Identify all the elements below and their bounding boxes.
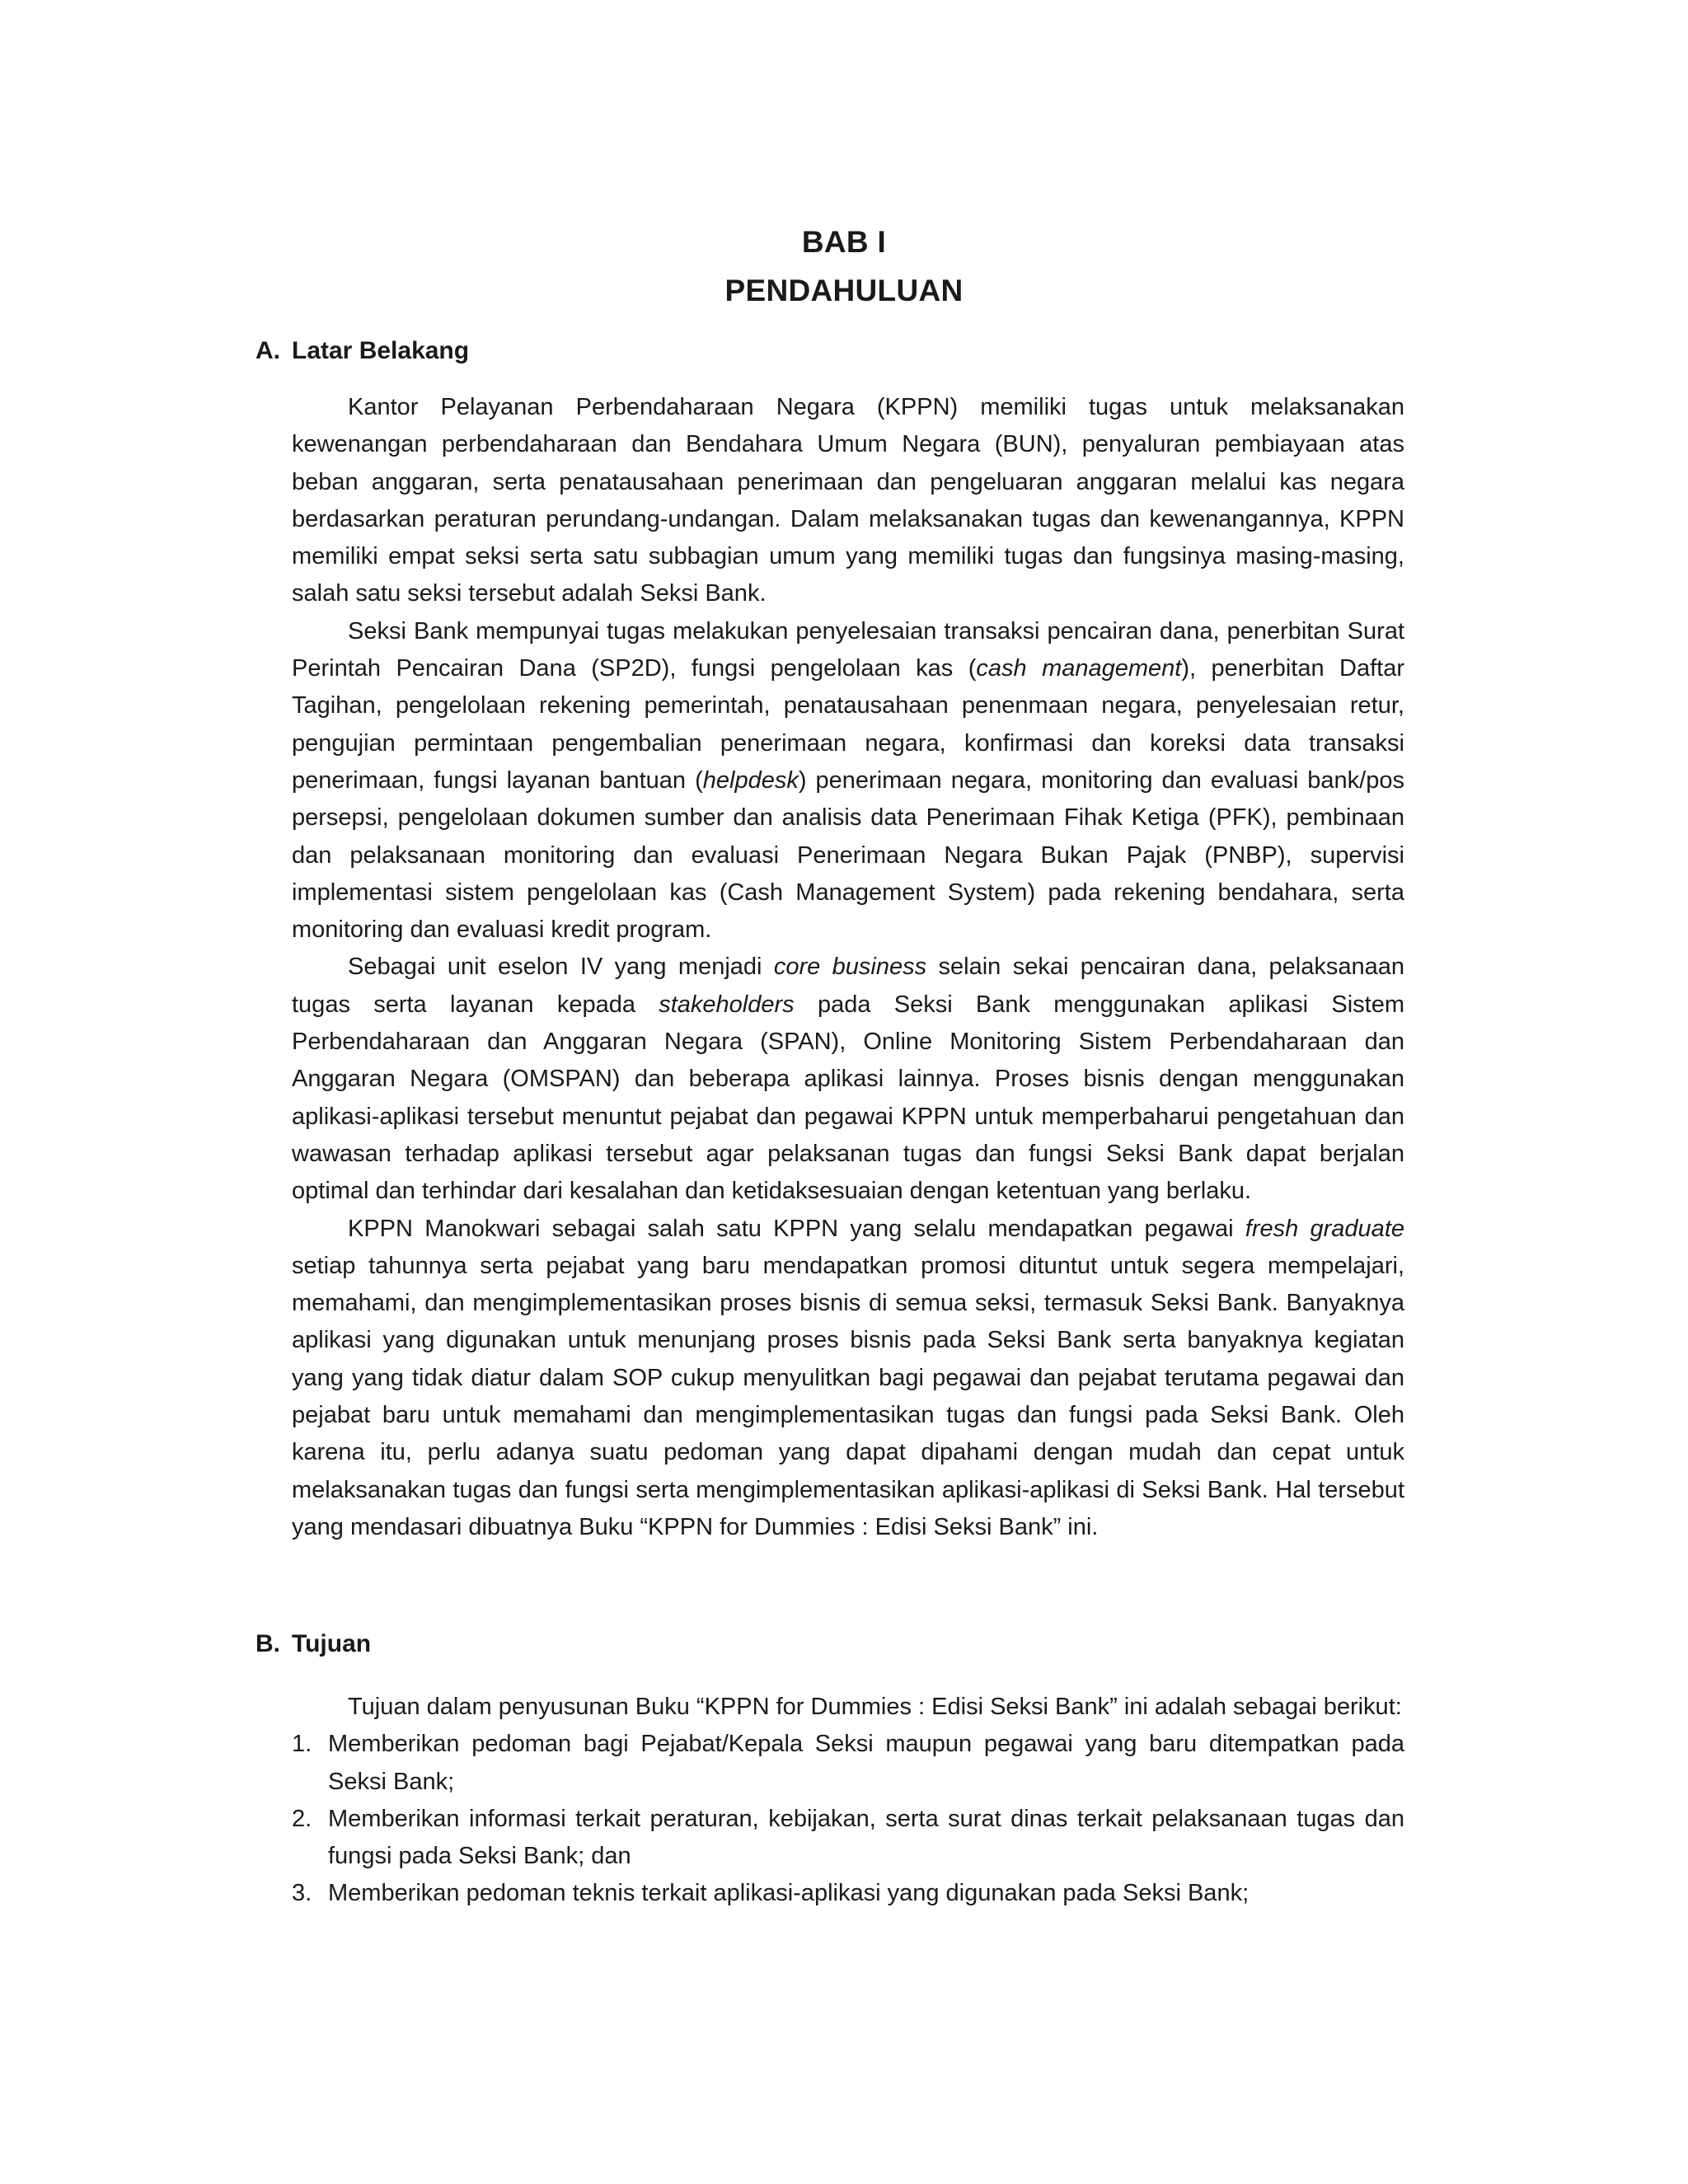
paragraph: Seksi Bank mempunyai tugas melakukan penyelesaian transaksi pencairan dana, penerbitan Surat Perintah Pencairan Dana (SP2D), fungsi pengelolaan kas (cash management), penerbitan Daftar Tagihan, pengelolaan rekening pemerintah, penatausahaan penenmaan negara, penyelesaian retur, pengujian permintaan pengembalian penerimaan negara, konfirmasi dan koreksi data transaksi penerimaan, fungsi layanan bantuan (helpdesk) penerimaan negara, monitoring dan evaluasi bank/pos persepsi, pengelolaan dokumen sumber dan analisis data Penerimaan Fihak Ketiga (PFK), pembinaan dan pelaksanaan monitoring dan evaluasi Penerimaan Negara Bukan Pajak (PNBP), supervisi implementasi sistem pengelolaan kas (Cash Management System) pada rekening bendahara, serta monitoring dan evaluasi kredit program. xyxy=(292,617,1405,944)
section-b-letter: B. xyxy=(256,1630,280,1657)
chapter-number: BAB I xyxy=(801,225,887,259)
section-b-title: Tujuan xyxy=(292,1630,372,1657)
paragraph: Sebagai unit eselon IV yang menjadi core business selain sekai pencairan dana, pelaksanaan tugas serta layanan kepada stakeholders pada Seksi Bank menggunakan aplikasi Sistem Perbendaharaan dan Anggaran Negara (SPAN), Online Monitoring Sistem Perbendaharaan dan Anggaran Negara (OMSPAN) dan beberapa aplikasi lainnya. Proses bisnis dengan menggunakan aplikasi-aplikasi tersebut menuntut pejabat dan pegawai KPPN untuk memperbaharui pengetahuan dan wawasan terhadap aplikasi tersebut agar pelaksanan tugas dan fungsi Seksi Bank dapat berjalan optimal dan terhindar dari kesalahan dan ketidaksesuaian dengan ketentuan yang berlaku. xyxy=(292,954,1405,1205)
paragraph: Kantor Pelayanan Perbendaharaan Negara (KPPN) memiliki tugas untuk melaksanakan kewenangan perbendaharaan dan Bendahara Umum Negara (BUN), penyaluran pembiayaan atas beban anggaran, serta penatausahaan penerimaan dan pengeluaran anggaran melalui kas negara berdasarkan peraturan perundang-undangan. Dalam melaksanakan tugas dan kewenangannya, KPPN memiliki empat seksi serta satu subbagian umum yang memiliki tugas dan fungsinya masing-masing, salah satu seksi tersebut adalah Seksi Bank. xyxy=(292,394,1404,607)
section-a-heading xyxy=(256,335,469,368)
section-b-body xyxy=(292,1689,1404,1913)
goals-list xyxy=(292,1726,1404,1912)
chapter-title: PENDAHULUAN xyxy=(724,274,964,307)
paragraph: Tujuan dalam penyusunan Buku “KPPN for Dummies : Edisi Seksi Bank” ini adalah sebagai berikut: xyxy=(348,1694,1402,1720)
section-a-title: Latar Belakang xyxy=(292,337,470,364)
paragraph: KPPN Manokwari sebagai salah satu KPPN yang selalu mendapatkan pegawai fresh graduate setiap tahunnya serta pejabat yang baru mendapatkan promosi dituntut untuk segera mempelajari, memahami, dan mengimplementasikan proses bisnis di semua seksi, termasuk Seksi Bank. Banyaknya aplikasi yang digunakan untuk menunjang proses bisnis pada Seksi Bank serta banyaknya kegiatan yang yang tidak diatur dalam SOP cukup menyulitkan bagi pegawai dan pejabat terutama pegawai dan pejabat baru untuk memahami dan mengimplementasikan tugas dan fungsi pada Seksi Bank. Oleh karena itu, perlu adanya suatu pedoman yang dapat dipahami dengan mudah dan cepat untuk melaksanakan tugas dan fungsi serta mengimplementasikan aplikasi-aplikasi di Seksi Bank. Hal tersebut yang mendasari dibuatnya Buku “KPPN for Dummies : Edisi Seksi Bank” ini. xyxy=(292,1215,1405,1540)
section-a-body xyxy=(292,389,1404,1546)
list-item: 3. Memberikan pedoman teknis terkait aplikasi-aplikasi yang digunakan pada Seksi Bank; xyxy=(292,1880,1250,1907)
list-item: 2. Memberikan informasi terkait peraturan, kebijakan, serta surat dinas terkait pelaksanaan tugas dan fungsi pada Seksi Bank; dan xyxy=(292,1805,1404,1870)
list-item: 1. Memberikan pedoman bagi Pejabat/Kepala Seksi maupun pegawai yang baru ditempatkan pada Seksi Bank; xyxy=(292,1731,1404,1795)
section-a-letter: A. xyxy=(256,337,280,364)
section-b-heading xyxy=(256,1628,371,1661)
